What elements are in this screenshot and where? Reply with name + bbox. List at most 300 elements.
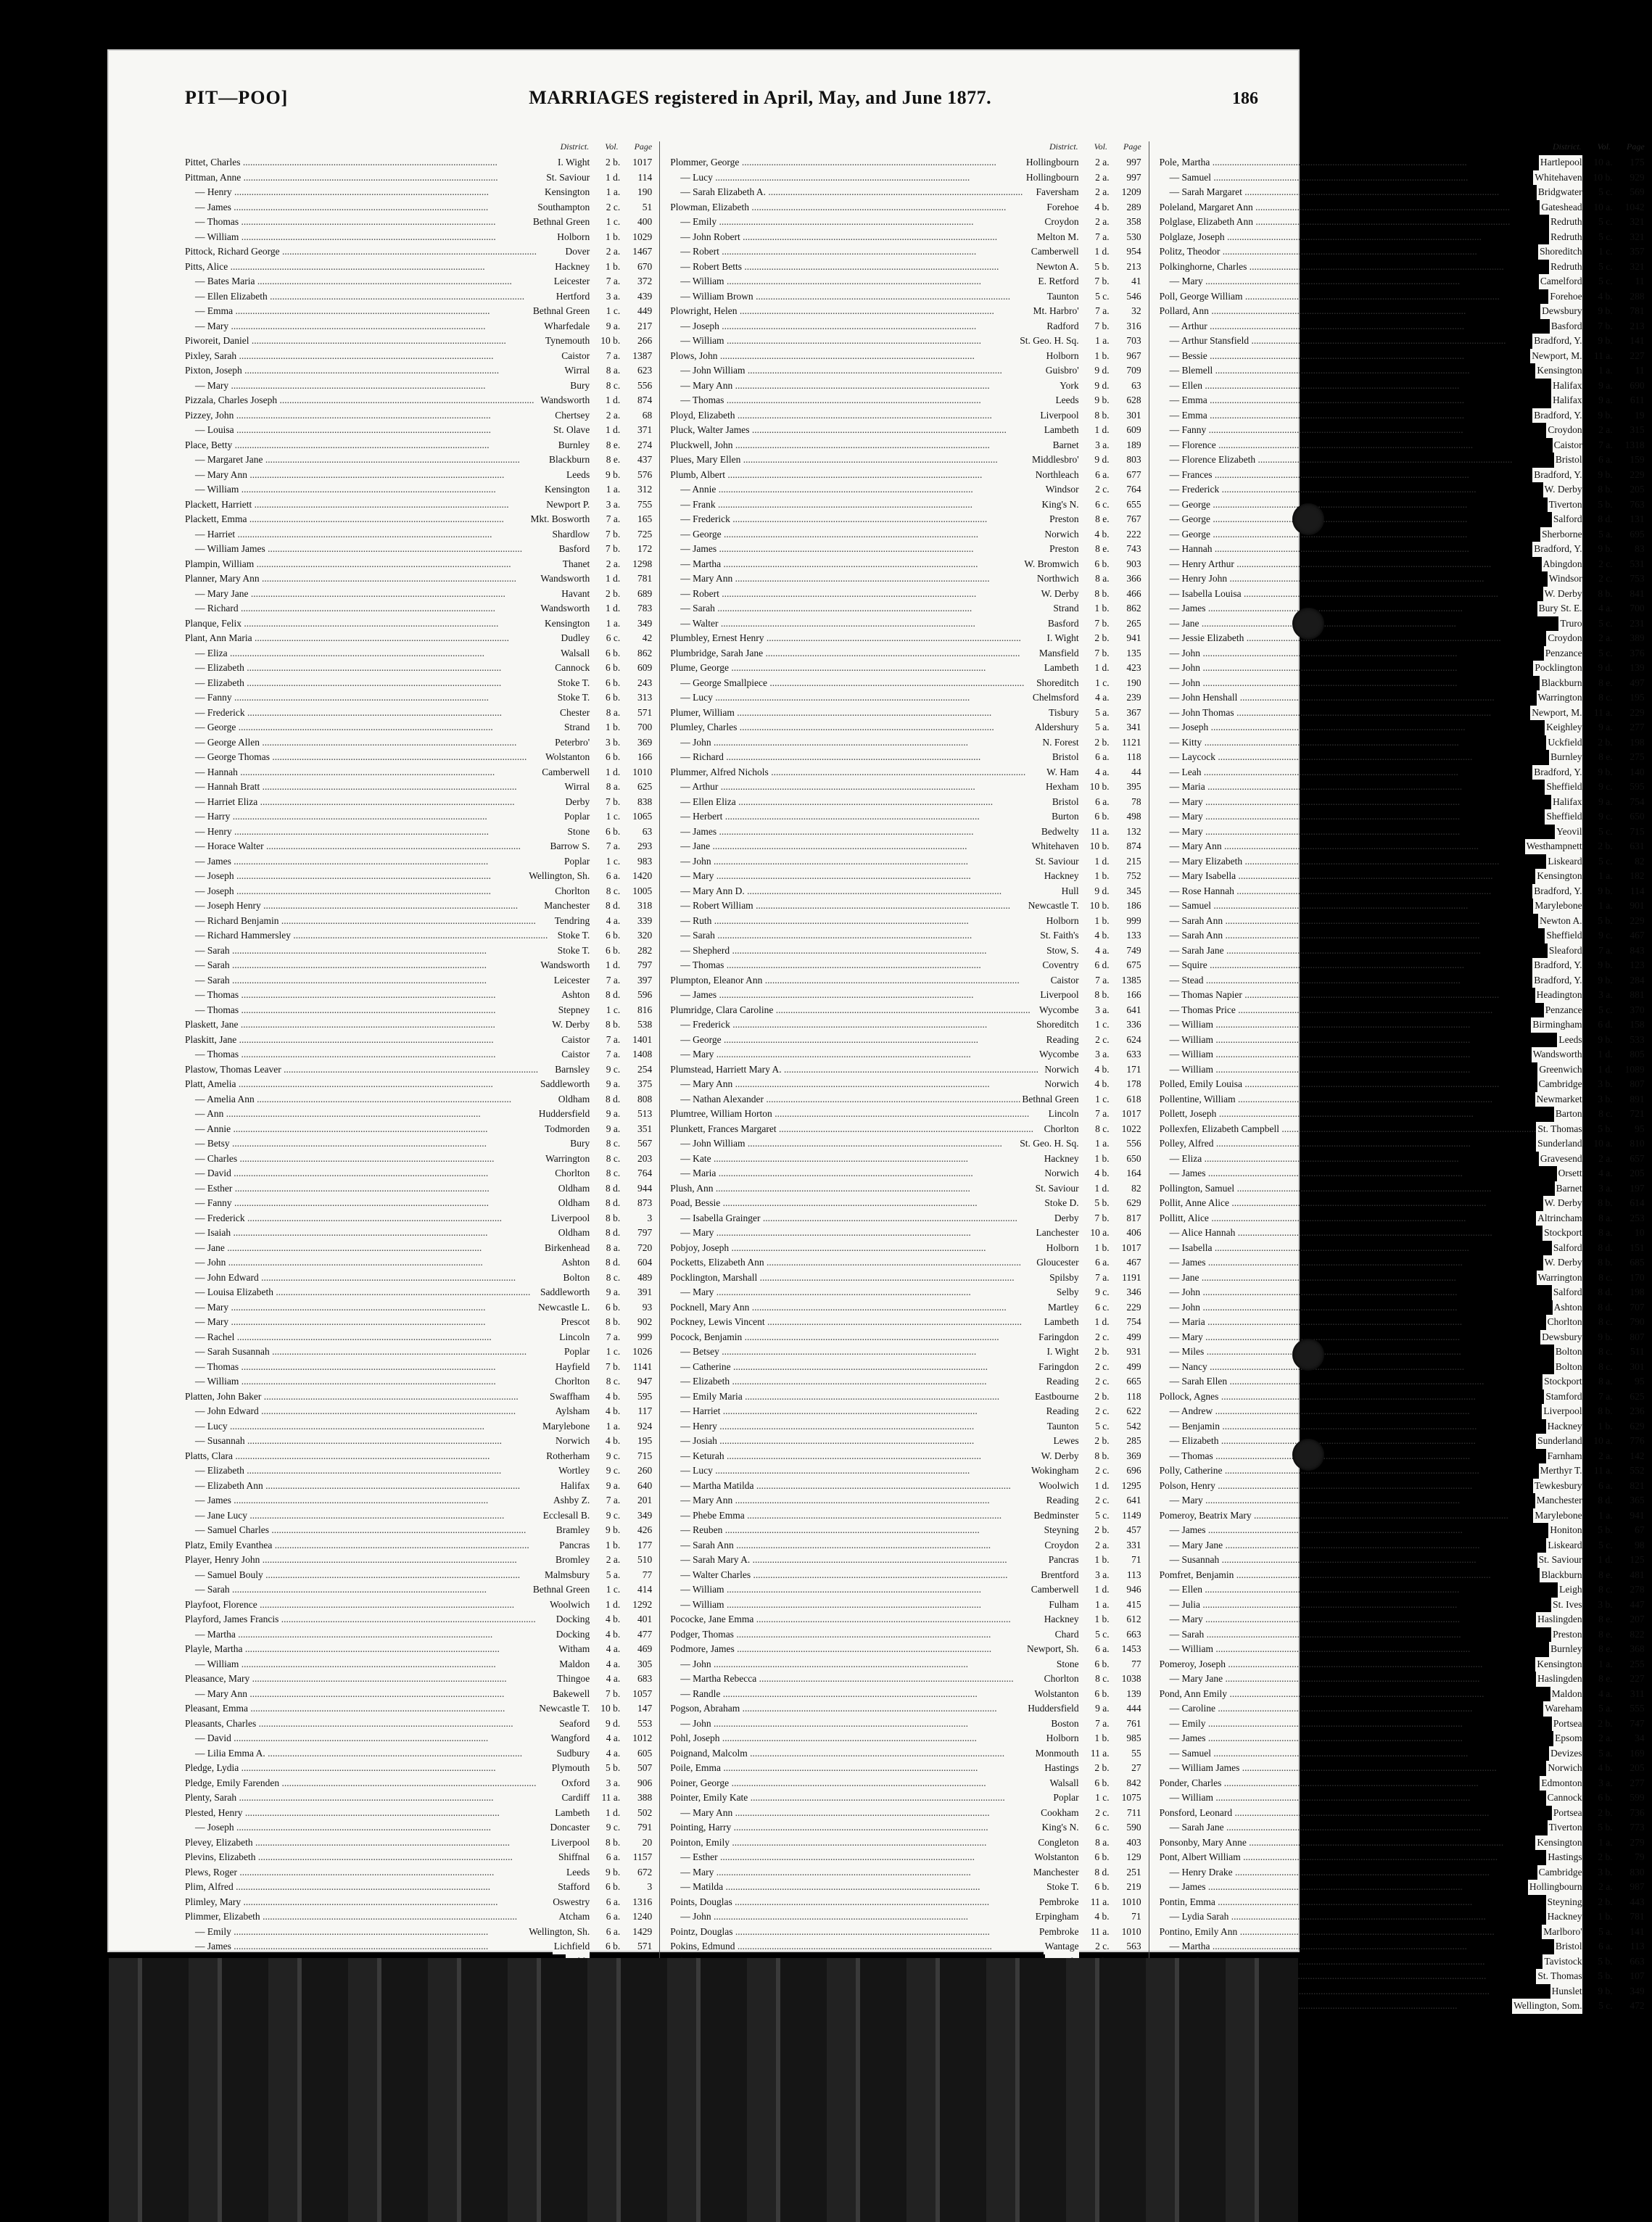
entry-district: Reading [1045, 1493, 1079, 1508]
index-entry [185, 1865, 652, 1880]
index-entry [1160, 379, 1645, 394]
entry-name: Plume, George ..... [670, 661, 1042, 676]
index-entry [670, 1404, 1141, 1419]
entry-page: 873 [637, 1197, 653, 1208]
index-entry [1160, 988, 1645, 1003]
entry-district: Wirral [563, 780, 590, 795]
entry-name: Plaskett, Jane ..... [185, 1017, 550, 1033]
entry-name: — James ..... [1160, 1731, 1553, 1746]
entry-district: Sunderland [1536, 1136, 1582, 1152]
entry-page: 830 [1630, 1866, 1645, 1878]
entry-page: 1012 [632, 1732, 653, 1743]
index-entry [670, 1820, 1141, 1835]
entry-district: Wycombe [1038, 1047, 1079, 1062]
entry-page: 700 [1630, 603, 1645, 614]
entry-district: E. Retford [1036, 274, 1078, 289]
entry-volume: 8 e. [606, 454, 621, 465]
entry-volume: 7 b. [605, 528, 621, 540]
entry-name: — Squire ..... [1160, 958, 1533, 973]
entry-page: 265 [1126, 617, 1141, 629]
entry-district: Bury [569, 379, 590, 394]
entry-district: St. Olave [552, 423, 590, 438]
entry-district: Walsall [559, 646, 590, 661]
entry-volume: 8 c. [1598, 1584, 1613, 1595]
index-entry [1160, 468, 1645, 483]
entry-page: 1017 [1121, 1108, 1141, 1119]
index-entry [670, 423, 1141, 438]
entry-name: — Samuel ..... [1160, 170, 1534, 186]
entry-district: Northwich [1036, 571, 1079, 587]
entry-district: Sheffield [1545, 809, 1582, 825]
index-entry [1160, 1835, 1645, 1851]
entry-page: 201 [637, 1495, 653, 1506]
index-entry [670, 1538, 1141, 1553]
index-entry [185, 1598, 652, 1613]
index-entry [670, 304, 1141, 319]
entry-name: — Isaiah ..... [185, 1226, 557, 1241]
entry-volume: 1 c. [606, 1584, 621, 1595]
entry-district: Croydon [1043, 215, 1078, 230]
index-entry [185, 468, 652, 483]
entry-volume: 8 b. [605, 1212, 621, 1223]
entry-volume: 9 b. [1598, 959, 1613, 970]
entry-name: Pockney, Lewis Vincent ..... [670, 1315, 1042, 1330]
entry-name: — William Brown ..... [670, 289, 1045, 305]
entry-page: 1298 [632, 558, 653, 569]
entry-page: 721 [1630, 1108, 1645, 1119]
entry-volume: 8 c. [1095, 1123, 1110, 1134]
entry-district: Strand [563, 720, 590, 735]
entry-page: 171 [1126, 1063, 1141, 1075]
entry-page: 166 [637, 751, 653, 762]
entry-page: 665 [1126, 1376, 1141, 1387]
entry-district: Coventry [1041, 958, 1078, 973]
entry-volume: 11 a. [1593, 1465, 1613, 1476]
entry-page: 797 [637, 1227, 653, 1238]
entry-district: Steyning [1546, 1895, 1582, 1910]
entry-name: Pollett, Joseph ..... [1160, 1107, 1554, 1122]
entry-page: 293 [637, 841, 653, 851]
entry-name: — Frederick ..... [670, 512, 1048, 527]
entry-volume: 7 a. [606, 1033, 621, 1045]
entry-name: — Jane ..... [670, 839, 1030, 854]
entry-volume: 2 c. [1095, 1405, 1110, 1416]
entry-district: Stockport [1542, 1374, 1582, 1389]
index-entry [670, 1791, 1141, 1806]
entry-volume: 6 b. [605, 1881, 621, 1892]
entry-name: — Samuel ..... [1160, 899, 1534, 914]
entry-page: 663 [1126, 1628, 1141, 1640]
entry-name: Pledge, Emily Farenden ..... [185, 1776, 560, 1791]
entry-district: Norwich [1546, 1761, 1582, 1776]
entry-name: Player, Henry John ..... [185, 1553, 554, 1568]
entry-name: — John William ..... [670, 363, 1044, 379]
entry-page: 117 [637, 1405, 653, 1416]
entry-volume: 1 d. [1094, 855, 1110, 867]
index-entry [185, 1835, 652, 1851]
entry-page: 78 [1131, 796, 1141, 807]
index-entry [670, 230, 1141, 245]
index-entry [670, 1479, 1141, 1494]
entry-volume: 3 a. [1598, 1182, 1613, 1194]
index-entry [185, 1627, 652, 1643]
index-entry [185, 1449, 652, 1464]
index-entry [1160, 1820, 1645, 1835]
entry-district: Lincoln [558, 1330, 590, 1345]
index-entry [1160, 1612, 1645, 1627]
entry-name: — Eliza ..... [185, 646, 559, 661]
entry-volume: 8 d. [605, 989, 621, 1000]
entry-volume: 1 b. [1598, 1911, 1613, 1922]
entry-volume: 8 d. [1598, 513, 1613, 524]
entry-name: Polglase, Elizabeth Ann ..... [1160, 215, 1549, 230]
entry-volume: 6 b. [1598, 1792, 1613, 1803]
entry-district: Stamford [1544, 1389, 1582, 1405]
entry-name: — Hannah ..... [1160, 542, 1533, 557]
entry-volume: 7 a. [606, 276, 621, 286]
entry-district: Oldham [557, 1226, 590, 1241]
entry-name: Pittman, Anne ..... [185, 170, 545, 186]
entry-district: Marlboro' [1542, 1925, 1582, 1940]
entry-page: 369 [637, 736, 653, 748]
entry-district: Taunton [1046, 289, 1079, 305]
entry-district: Caistor [1553, 438, 1582, 453]
index-entry [670, 1939, 1141, 1954]
entry-district: Stoke T. [556, 928, 590, 943]
entry-district: Seaford [558, 1717, 590, 1732]
index-entry [670, 914, 1141, 929]
column-header-vol: Vol. [1094, 141, 1108, 152]
entry-district: Chorlton [1043, 1672, 1079, 1687]
index-entry [1160, 735, 1645, 751]
entry-page: 251 [1126, 1866, 1141, 1878]
index-entry [670, 1241, 1141, 1256]
entry-name: — Esther ..... [670, 1850, 1033, 1865]
entry-name: — Josiah ..... [670, 1434, 1052, 1449]
entry-name: — Arthur ..... [670, 780, 1044, 795]
entry-name: — Mary ..... [1160, 1612, 1536, 1627]
entry-name: — Elizabeth ..... [670, 1374, 1044, 1389]
entry-volume: 3 b. [1598, 1866, 1613, 1878]
entry-district: Bromley [554, 1553, 590, 1568]
entry-volume: 8 b. [1598, 484, 1613, 495]
entry-name: — Maria ..... [1160, 1315, 1546, 1330]
entry-name: — William James ..... [185, 542, 557, 557]
entry-name: Plampin, William ..... [185, 557, 561, 572]
entry-page: 906 [637, 1777, 653, 1788]
entry-page: 170 [1630, 1271, 1645, 1283]
entry-volume: 8 b. [1598, 1405, 1613, 1416]
entry-district: Lambeth [1043, 661, 1079, 676]
entry-volume: 1 b. [1094, 603, 1110, 614]
entry-volume: 8 b. [1094, 587, 1110, 599]
entry-volume: 5 b. [1598, 498, 1613, 510]
entry-volume: 4 b. [1094, 1168, 1110, 1178]
index-entry [1160, 1717, 1645, 1732]
entry-district: Bolton [1554, 1345, 1582, 1360]
entry-volume: 10 b. [600, 1703, 621, 1714]
index-entry [185, 958, 652, 973]
entry-name: — Mary ..... [1160, 825, 1556, 840]
entry-page: 817 [1126, 1212, 1141, 1223]
entry-name: — Henry Arthur ..... [1160, 557, 1542, 572]
entry-volume: 4 b. [1598, 1762, 1613, 1773]
entry-page: 944 [637, 1182, 653, 1194]
entry-page: 177 [637, 1539, 653, 1550]
index-entry [185, 379, 652, 394]
entry-name: Politz, Theodor ..... [1160, 244, 1538, 260]
entry-district: Tisbury [1047, 706, 1079, 721]
index-entry [1160, 1017, 1645, 1033]
entry-name: Poll, George William ..... [1160, 289, 1549, 305]
entry-name: — Robert ..... [670, 587, 1039, 602]
entry-volume: 6 b. [1094, 1881, 1110, 1892]
entry-district: Bradford, Y. [1532, 468, 1582, 483]
entry-name: Pont, Albert William ..... [1160, 1850, 1547, 1865]
entry-page: 672 [637, 1866, 653, 1878]
entry-district: St. Ives [1551, 1598, 1582, 1613]
entry-volume: 4 a. [606, 1658, 621, 1669]
entry-district: Norwich [554, 1434, 590, 1449]
entry-name: — Hannah Bratt ..... [185, 780, 563, 795]
entry-name: Pleasants, Charles ..... [185, 1717, 558, 1732]
entry-district: Hackney [553, 260, 590, 275]
entry-volume: 8 c. [606, 1138, 621, 1149]
entry-name: Pollitt, Alice ..... [1160, 1211, 1537, 1226]
entry-district: Dewsbury [1540, 304, 1582, 319]
entry-name: — John ..... [1160, 646, 1544, 661]
entry-page: 274 [637, 439, 653, 450]
entry-volume: 9 c. [1095, 1286, 1110, 1297]
entry-name: Poiner, George ..... [670, 1776, 1048, 1791]
entry-volume: 6 b. [605, 1301, 621, 1313]
register-page [109, 51, 1645, 2011]
entry-name: — Nathan Alexander ..... [670, 1092, 1020, 1107]
entry-district: I. Wight [1045, 631, 1078, 646]
entry-name: — George Smallpiece ..... [670, 676, 1035, 691]
index-entry [1160, 1345, 1645, 1360]
entry-district: Sherborne [1540, 527, 1582, 542]
entry-volume: 7 b. [1094, 276, 1110, 286]
entry-volume: 6 b. [605, 944, 621, 956]
entry-page: 114 [1630, 885, 1645, 896]
entry-volume: 7 b. [605, 543, 621, 554]
entry-volume: 2 a. [1095, 186, 1110, 197]
entry-volume: 6 b. [1094, 1658, 1110, 1669]
entry-page: 650 [1126, 1152, 1141, 1164]
entry-page: 707 [1630, 1301, 1645, 1313]
entry-volume: 7 b. [1094, 617, 1110, 629]
entry-name: Pomeroy, Beatrix Mary ..... [1160, 1508, 1534, 1524]
entry-district: Northleach [1034, 468, 1079, 483]
entry-name: — Sarah Mary A. ..... [670, 1553, 1046, 1568]
entry-name: — Jane ..... [1160, 1271, 1537, 1286]
entry-volume: 2 a. [1095, 216, 1110, 227]
index-entry [1160, 1315, 1645, 1330]
entry-page: 358 [1126, 216, 1141, 227]
entry-name: — Mary Jane ..... [1160, 1538, 1547, 1553]
entry-volume: 4 b. [1094, 1063, 1110, 1075]
index-entry [670, 1271, 1141, 1286]
entry-volume: 2 c. [1095, 1941, 1110, 1952]
entry-volume: 7 a. [1095, 974, 1110, 986]
entry-name: Polkinghorne, Charles ..... [1160, 260, 1549, 275]
entry-page: 749 [1126, 944, 1141, 956]
entry-volume: 6 a. [1095, 751, 1110, 762]
entry-name: Polled, Emily Louisa ..... [1160, 1077, 1537, 1092]
entry-name: — Mary ..... [1160, 1493, 1535, 1508]
entry-volume: 5 b. [1598, 1970, 1613, 1981]
entry-volume: 9 a. [606, 320, 621, 331]
entry-name: Planque, Felix ..... [185, 616, 543, 632]
entry-district: Whitehaven [1030, 839, 1078, 854]
entry-volume: 4 a. [1598, 1168, 1613, 1178]
entry-volume: 1 a. [606, 1420, 621, 1432]
entry-volume: 6 a. [1095, 468, 1110, 480]
entry-name: — William James ..... [1160, 1761, 1547, 1776]
entry-district: Walsall [1049, 1776, 1079, 1791]
entry-page: 437 [637, 454, 653, 465]
entry-volume: 11 a. [1593, 350, 1613, 361]
index-entry [1160, 1493, 1645, 1508]
entry-page: 367 [1126, 706, 1141, 718]
entry-district: St. Thomas [1536, 1969, 1582, 1984]
entry-district: Norwich [1043, 1077, 1078, 1092]
entry-volume: 2 a. [606, 1554, 621, 1565]
entry-district: Halifax [1551, 393, 1582, 408]
index-entry [1160, 1538, 1645, 1553]
entry-district: W. Derby [1543, 1196, 1582, 1211]
entry-page: 924 [637, 1420, 653, 1432]
entry-volume: 2 c. [1095, 1033, 1110, 1045]
entry-volume: 8 d. [1598, 1242, 1613, 1253]
entry-page: 82 [1131, 1182, 1141, 1194]
entry-volume: 4 b. [1094, 1911, 1110, 1922]
entry-district: Wareham [1543, 1701, 1582, 1717]
entry-district: Haslingden [1536, 1612, 1582, 1627]
entry-volume: 2 a. [606, 558, 621, 569]
entry-district: Atcham [557, 1909, 590, 1925]
entry-district: Manchester [1535, 1493, 1582, 1508]
entry-page: 11 [1635, 276, 1645, 286]
entry-page: 901 [1630, 900, 1645, 911]
entry-page: 140 [1630, 766, 1645, 777]
entry-page: 1401 [632, 1033, 653, 1045]
column-header-page: Page [1627, 141, 1645, 152]
entry-name: — Sarah ..... [670, 601, 1052, 616]
index-entry [670, 1077, 1141, 1092]
entry-name: Pluck, Walter James ..... [670, 423, 1042, 438]
entry-district: Lambeth [553, 1806, 590, 1821]
entry-volume: 1 b. [1598, 1420, 1613, 1432]
index-entry [1160, 1136, 1645, 1152]
index-entry [670, 1062, 1141, 1078]
index-entry [1160, 1657, 1645, 1672]
entry-volume: 8 e. [1095, 513, 1110, 524]
entry-volume: 10 b. [1593, 171, 1613, 183]
entry-name: — Richard Hammersley ..... [185, 928, 556, 943]
entry-name: Pocock, Benjamin ..... [670, 1330, 1037, 1345]
entry-volume: 8 c. [1598, 1316, 1613, 1327]
index-entry [670, 542, 1141, 557]
entry-district: Aylsham [554, 1404, 590, 1419]
entry-district: Bramley [555, 1523, 590, 1538]
entry-volume: 1 d. [1094, 1316, 1110, 1327]
index-entry [670, 1285, 1141, 1300]
entry-page: 133 [1126, 930, 1141, 941]
entry-volume: 1 c. [606, 1346, 621, 1357]
entry-page: 743 [1126, 543, 1141, 554]
entry-volume: 6 b. [605, 677, 621, 688]
index-entry [670, 765, 1141, 780]
column-header-district: District. [1049, 141, 1078, 152]
entry-volume: 1 d. [1598, 1063, 1613, 1075]
entry-page: 843 [1630, 944, 1645, 956]
entry-district: Monmouth [1034, 1746, 1079, 1762]
entry-volume: 5 a. [1598, 1747, 1613, 1759]
entry-name: — John Henshall ..... [1160, 690, 1537, 706]
index-entry [1160, 1865, 1645, 1880]
entry-volume: 6 b. [605, 825, 621, 837]
index-entry [670, 185, 1141, 200]
entry-page: 93 [642, 1301, 653, 1313]
entry-district: Hunslet [1550, 1984, 1582, 1999]
entry-name: Pluckwell, John ..... [670, 438, 1051, 453]
entry-district: Holborn [1045, 349, 1079, 364]
entry-name: — Betsey ..... [670, 1345, 1045, 1360]
index-entry [185, 616, 652, 632]
entry-name: — Frank ..... [670, 497, 1040, 513]
entry-district: I. Wight [556, 155, 590, 170]
entry-name: — George ..... [670, 1033, 1044, 1048]
entry-volume: 9 b. [1598, 974, 1613, 986]
entry-district: Basford [1550, 319, 1582, 334]
index-entry [1160, 765, 1645, 780]
index-entry [1160, 780, 1645, 795]
entry-district: Blackburn [548, 453, 590, 468]
entry-page: 190 [1126, 677, 1141, 688]
entry-volume: 6 a. [1598, 1941, 1613, 1952]
entry-volume: 1 c. [606, 305, 621, 316]
entry-page: 400 [637, 216, 653, 227]
index-entry [1160, 497, 1645, 513]
entry-district: Wandsworth [539, 393, 590, 408]
index-entry [670, 1345, 1141, 1360]
entry-district: Forehoe [1045, 200, 1078, 215]
entry-district: Norwich [1043, 1062, 1078, 1078]
entry-page: 301 [1630, 1360, 1645, 1372]
index-entry [1160, 155, 1645, 170]
entry-page: 987 [1630, 1881, 1645, 1892]
entry-district: Keighley [1545, 720, 1582, 735]
index-entry [185, 1271, 652, 1286]
index-entry [185, 1419, 652, 1434]
entry-district: Stoke D. [1043, 1196, 1078, 1211]
entry-name: — William ..... [185, 1374, 553, 1389]
entry-page: 1292 [632, 1598, 653, 1610]
entry-page: 113 [1126, 1569, 1141, 1580]
entry-page: 776 [1630, 1435, 1645, 1446]
entry-volume: 8 e. [606, 439, 621, 450]
entry-name: Pittet, Charles ..... [185, 155, 556, 170]
entry-name: — Mary Jane ..... [1160, 1672, 1536, 1687]
index-entry [185, 973, 652, 988]
entry-name: — James ..... [185, 854, 563, 870]
entry-name: — Joseph ..... [185, 1820, 549, 1835]
entry-page: 11 [1635, 365, 1645, 376]
entry-volume: 8 c. [1095, 1673, 1110, 1684]
entry-page: 773 [1630, 1822, 1645, 1833]
